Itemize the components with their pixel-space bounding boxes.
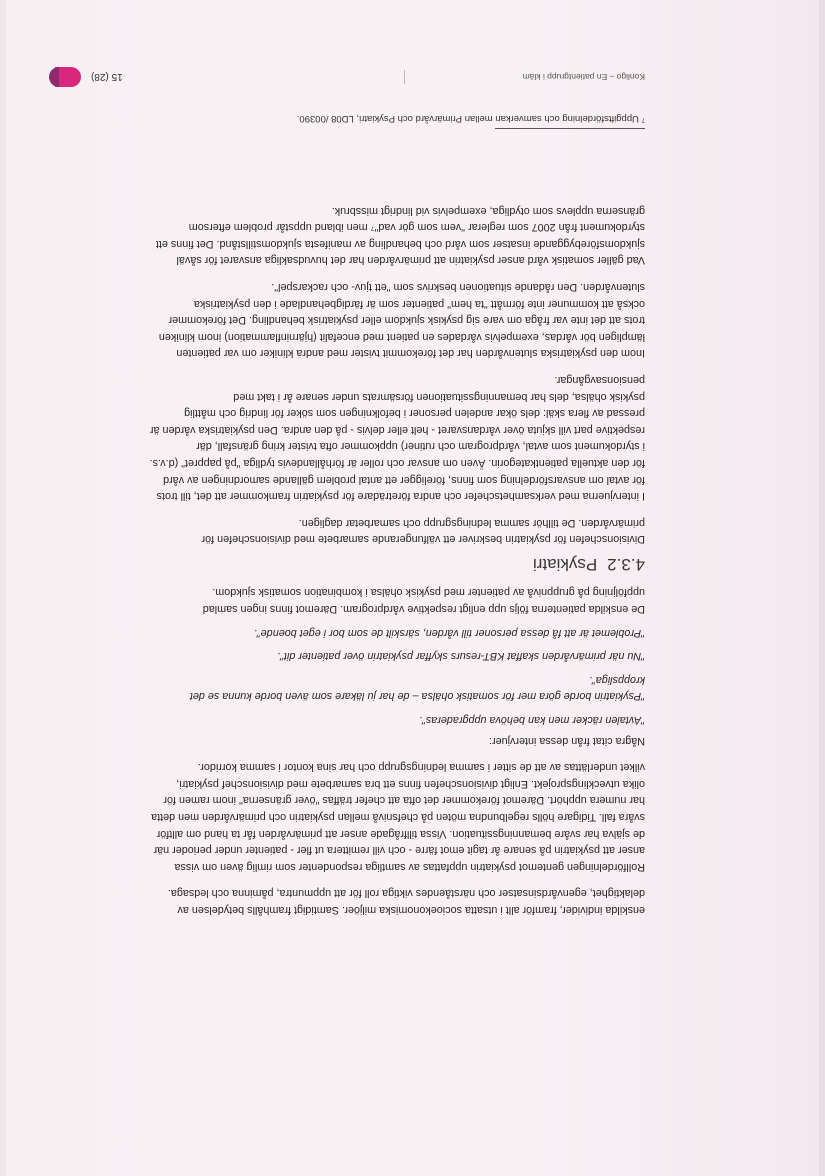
quote: "Avtalen räcker men kan behöva uppgraderas". (419, 714, 645, 727)
quote: "Nu när primärvården skaffat KBT-resurs skyffar psykiatrin över patienter dit". (277, 650, 645, 663)
brand-tab-icon (55, 67, 81, 87)
quote: "Psykiatrin borde göra mer för somatisk ohälsa – de har ju läkare som även borde kunna se det kroppsliga". (189, 673, 645, 703)
section-number: 4.3.2 (607, 554, 645, 574)
paragraph: Vad gäller somatisk vård anser psykiatrin att primärvården har det huvudsakliga ansvaret för såväl sjukdomsförebyggande insatser som vård och behandling av manifesta sjukdomstillstånd. Det finns ett styrdokument från 2007 som reglerar "vem som gör vad"⁷ men ibland uppstår problem eftersom gränserna upplevs som otydliga, exempelvis vid lindrigt missbruk. (155, 204, 645, 267)
page-content (149, 192, 645, 918)
page-edge-right (0, 0, 6, 1176)
footnote: ⁷ Uppgiftsfördelning och samverkan mellan Primärvård och Psykiatri, LD08 /00390. (296, 113, 645, 124)
footnote-rule (495, 128, 645, 129)
quote: "Problemet är att få dessa personer till vården, särskilt de som bor i eget boende". (253, 626, 645, 639)
paragraph: Divisionschefen för psykiatrin beskriver ett välfungerande samarbete med divisionschefen för primärvården. De tillhör samma ledningsgrupp och samarbetar dagligen. (201, 516, 645, 546)
quotes-intro: Några citat från dessa intervjuer: (488, 734, 645, 747)
section-heading (149, 555, 645, 572)
paragraph: Inom den psykiatriska slutenvården har det förekommit tvister med andra kliniker om var patienten lämpligen bör vårdas, exempelvis vårdades en patient med encefalit (hjärninflammation) inom kliniken trots att det inte var fråga om vare sig psykisk sjukdom eller psykiatrisk behandling. Det förekommer också att kommuner inte förmått "ta hem" patienter som är färdigbehandlade i den psykiatriska slutenvården. Den rådande situationen beskrivs som "ett tjuv- och rackarspel". (158, 281, 645, 360)
paragraph: enskilda individer, framför allt i utsatta socioekonomiska miljöer. Samtidigt framhålls betydelsen av delaktighet, egenvårdsinsatser och närståendes viktiga roll för att uppmuntra, påminna och ledsaga. (167, 887, 645, 916)
page-edge-left (819, 0, 825, 1176)
header-title: Konligo – En patientgrupp i kläm (522, 72, 645, 82)
paragraph: I intervjuerna med verksamhetschefer och andra företrädare för psykiatrin framkommer att det, till trots för avtal om ansvarsfördelning som finns, föreligger ett antal problem gällande samordningen av vård för den aktuella patientkategorin. Även om ansvar och roller är förhållandevis tydliga "på pappret" (d.v.s. i styrdokument som avtal, vårdprogram och rutiner) uppkommer ofta tvister kring gränsfall, där respektive part vill skjuta över vårdansvaret - helt eller delvis - på den andra. Den psykiatriska vården är pressad av flera skäl: dels ökar andelen personer i befolkningen som söker för lindrig och måttlig psykisk ohälsa, dels har bemanningssituationen försämrats under senare år i takt med pensionsavgångar. (149, 373, 645, 503)
section-title: Psykiatri (532, 554, 598, 574)
page-header (55, 64, 645, 90)
paragraph: De enskilda patienterna följs upp enligt respektive vårdprogram. Däremot finns ingen samlad uppföljning på gruppnivå av patienter med psykisk ohälsa i kombination somatisk sjukdom. (202, 586, 645, 616)
center-mark (404, 70, 405, 84)
page-number: 15 (28) (91, 71, 123, 83)
paragraph: Rollfördelningen gentemot psykiatrin uppfattas av samtliga respondenter som rimlig även om vissa anser att psykiatrin på senare år tagit emot färre - och vill remittera ut fler - patienter under perioder när de själva har svåre bemanningssituation. Vissa tillfrågade anser att primärvården får ta hand om alltför svåra fall. Tidigare hölls regelbundna möten på chefsnivå mellan psykiatrin och primärvården men detta har numera upphört. Däremot förekommer det ofta att chefer träffas "över gränserna" inom ramen för olika utvecklingsprojekt. Enligt divisionschefen finns ett bra samarbete med divisionschef psykiatri, vilket underlättas av att de sitter i samma ledningsgrupp och har sina kontor i samma korridor. (151, 761, 645, 873)
